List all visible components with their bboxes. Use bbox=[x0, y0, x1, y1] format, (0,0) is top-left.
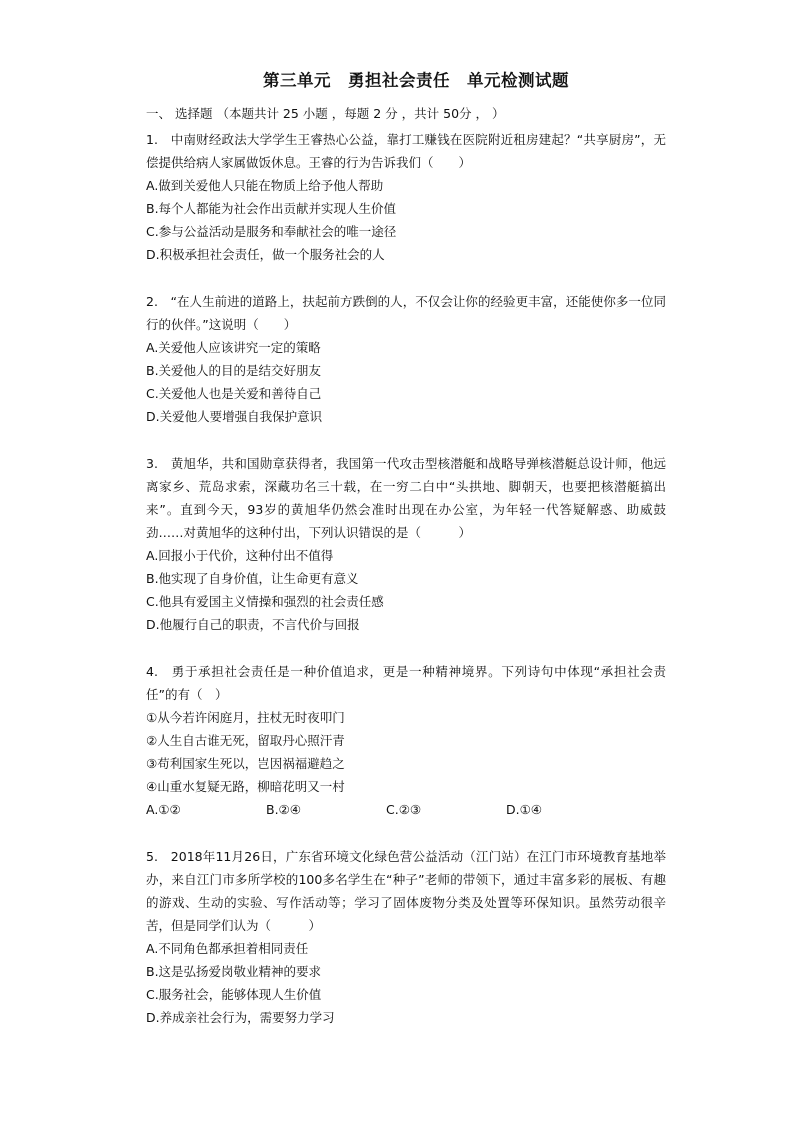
question-5 bbox=[146, 845, 666, 1029]
question-stem: 3. 黄旭华，共和国勋章获得者，我国第一代攻击型核潜艇和战略导弹核潜艇总设计师，他远离家乡、荒岛求索，深藏功名三十载，在一穷二白中“头拱地、脚朝天，也要把核潜艇搞出来”。直到今天，93岁的黄旭华仍然会准时出现在办公室，为年轻一代答疑解惑、助威鼓劲……对黄旭华的这种付出，下列认识错误的是（ ） bbox=[146, 456, 666, 540]
option-c: C.关爱他人也是关爱和善待自己 bbox=[146, 386, 322, 401]
option-a: A.回报小于代价，这种付出不值得 bbox=[146, 548, 334, 563]
choice-b: B.②④ bbox=[266, 802, 301, 817]
question-stem: 5. 2018年11月26日，广东省环境文化绿色营公益活动（江门站）在江门市环境教育基地举办，来自江门市多所学校的100多名学生在“种子”老师的带领下，通过丰富多彩的展板、有趣的游戏、生动的实验、写作活动等；学习了固体废物分类及处置等环保知识。虽然劳动很辛苦，但是同学们认为（ ） bbox=[146, 849, 666, 933]
option-c: C.参与公益活动是服务和奉献社会的唯一途径 bbox=[146, 224, 397, 239]
option-a: A.关爱他人应该讲究一定的策略 bbox=[146, 340, 321, 355]
question-3 bbox=[146, 452, 666, 636]
option-b: B.每个人都能为社会作出贡献并实现人生价值 bbox=[146, 201, 397, 216]
option-c: C.服务社会，能够体现人生价值 bbox=[146, 987, 322, 1002]
option-a: A.不同角色都承担着相同责任 bbox=[146, 941, 309, 956]
option-d: D.他履行自己的职责，不言代价与回报 bbox=[146, 617, 360, 632]
choice-d: D.①④ bbox=[506, 802, 543, 817]
statement-4: ④山重水复疑无路，柳暗花明又一村 bbox=[146, 779, 345, 794]
question-2 bbox=[146, 290, 666, 428]
statement-3: ③苟利国家生死以，岂因祸福避趋之 bbox=[146, 756, 345, 771]
option-b: B.他实现了自身价值，让生命更有意义 bbox=[146, 571, 359, 586]
statement-2: ②人生自古谁无死，留取丹心照汗青 bbox=[146, 733, 345, 748]
question-4 bbox=[146, 660, 666, 821]
option-d: D.关爱他人要增强自我保护意识 bbox=[146, 409, 323, 424]
question-stem: 1. 中南财经政法大学学生王睿热心公益，靠打工赚钱在医院附近租房建起？“共享厨房”，无偿提供给病人家属做饭休息。王睿的行为告诉我们（ ） bbox=[146, 132, 666, 170]
statement-1: ①从今若许闲庭月，拄杖无时夜叩门 bbox=[146, 710, 345, 725]
option-d: D.积极承担社会责任，做一个服务社会的人 bbox=[146, 247, 385, 262]
document-title: 第三单元 勇担社会责任 单元检测试题 bbox=[263, 71, 569, 90]
option-a: A.做到关爱他人只能在物质上给予他人帮助 bbox=[146, 178, 384, 193]
exam-page bbox=[146, 70, 666, 1053]
section-heading: 一、 选择题 （本题共计 25 小题 ，每题 2 分 ，共计 50分 ， ） bbox=[146, 106, 505, 121]
question-stem: 2. “在人生前进的道路上，扶起前方跌倒的人，不仅会让你的经验更丰富，还能使你多一位同行的伙伴。”这说明（ ） bbox=[146, 294, 666, 332]
choice-row bbox=[146, 798, 666, 821]
question-stem: 4. 勇于承担社会责任是一种价值追求，更是一种精神境界。下列诗句中体现“承担社会责任”的有（ ） bbox=[146, 664, 666, 702]
question-1 bbox=[146, 128, 666, 266]
option-b: B.这是弘扬爱岗敬业精神的要求 bbox=[146, 964, 322, 979]
option-c: C.他具有爱国主义情操和强烈的社会责任感 bbox=[146, 594, 384, 609]
choice-a: A.①② bbox=[146, 802, 181, 817]
option-d: D.养成亲社会行为，需要努力学习 bbox=[146, 1010, 335, 1025]
option-b: B.关爱他人的目的是结交好朋友 bbox=[146, 363, 322, 378]
choice-c: C.②③ bbox=[386, 802, 422, 817]
